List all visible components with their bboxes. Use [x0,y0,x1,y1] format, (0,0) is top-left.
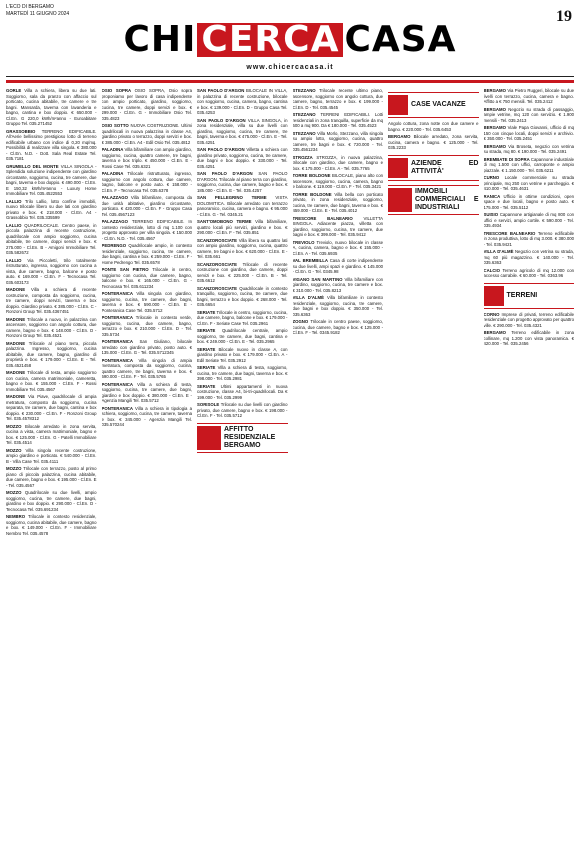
listing-item [102,339,193,356]
listing-item [6,466,97,488]
listing-item [102,382,193,404]
listing-town: SERIATE [197,365,218,370]
listing-town: PONTERANICA [101,405,136,411]
listing-text: Quadrilocale su due livelli, ampio soggiorno, cucina, tre camere, due bagni, giardino e box doppio. € 290.000 - Cl.En. D - Tecnocasa Tel. 035.691234 [6,490,97,512]
listing-item [484,330,575,347]
listing-text: Locale commerciale su strada principale, mq 250 con vetrine e parcheggio. € 410.000 - Tel. 035.4631 [483,175,574,191]
section-header-affitto [197,423,288,453]
listing-text: Villa a schiera di testa, soggiorno, cucina, tre camere, due bagni, giardino e box doppio. € 380.000 - Cl.En. E - Agenzia Mangili Tel. 035.5712 [101,381,192,403]
listing-item [484,125,575,142]
listing-town: BERGAMO [483,106,509,112]
listing-item [197,195,288,217]
listing-text: Negozio con vetrina su strada, mq 60 più magazzino. € 140.000 - Tel. 035.6363 [483,249,574,265]
section-label: IMMOBILI COMMERCIALI E INDUSTRIALI [415,187,479,211]
listing-item [102,123,193,145]
listing-town: CORNO [483,311,502,317]
listing-text: Trilocale su due livelli con giardino privato, due camere, bagno e box. € 198.000 - Cl.En. F - Tel. 035.5712 [197,402,288,418]
listing-town: BERGAMO [483,125,508,130]
listing-item [293,277,384,294]
listing-town: MADONE [6,394,29,399]
listing-text: Villa bifamiliare con giardino, soggiorno, cucina, tre camere e box. € 310.000 - Tel. 035.8213 [292,276,383,293]
listing-item [6,370,97,392]
section-label: CASE VACANZE [411,101,466,108]
listing-text: Villa a schiera di recente costruzione, composta da soggiorno, cucina, tre camere, doppi servizi, taverna e box doppio. Giardino privato. € 385.000 - Cl.En. C - Ronzoni Group Tel. 035.4367451 [6,287,97,314]
section-marker [484,286,504,306]
listing-item [102,195,193,217]
listing-town: SORISOLE [197,402,221,407]
listing-item [484,212,575,229]
listing-town: STEZZANO [292,112,321,117]
listing-text: VILLETTA SINGOLA. Adiacente piazza, villetta con giardino, soggiorno, cucina, tre camere, due bagni e box. € 399.000 - Tel. 035.9412 [292,215,383,237]
listing-text: Villa bifamiliare in contesto residenziale, soggiorno, cucina, tre camere, due bagni e box doppio. € 350.000 - Tel. 035.6363 [292,295,383,317]
section-marker [388,188,412,212]
listing-text: Villetta a schiera con giardino privato, soggiorno, cucina, tre camere, due bagni e box doppio. € 330.000 - Tel. 035.4251 [197,147,288,169]
column-6 [484,88,575,843]
listing-town: SAN PAOLO D'ARGON [197,171,259,176]
listing-text: San Giuliano, bilocale arredato con giardino privato, posto auto. € 135.000 - Cl.En. G - Tel. 035.5712345 [101,339,192,355]
listing-text: TERRENO EDIFICABILE. All'Aerie bellissimo prestigioso lotto di terreno edificabile urbano con indice di 0,20 mq/mq. Possibilità di realizzare villa singola. € 380.000 - Cl.En. N.D. - Dott. Sala Real Estate Tel. 035.7181 [6,128,97,161]
listing-town: SERIATE [197,309,217,315]
listing-town: BERGAMO [388,134,414,139]
listing-item [197,347,288,364]
listing-item [197,384,288,401]
listing-town: CURNO [483,175,505,180]
listing-text: Villa a schiera in tipologia a schiera, soggiorno, cucina, tre camere, taverna e box. € 345.000 - Agenzia Mangili Tel. 035.570244 [101,405,192,427]
listing-text: Trilocale ristrutturato, ingresso, soggiorno con angolo cottura, due camere, bagno, balcone e posto auto. € 158.000 - Cl.En. F - Tecnocasa Tel. 035.6378 [101,171,192,193]
listing-item [102,291,193,313]
listing-item [197,310,288,327]
listing-item [484,157,575,174]
listing-text: Quadrilocale ampio, in contesto residenziale, soggiorno, cucina, tre camere, due bagni, cantina e box. € 259.000 - Cl.En. F - Home Pedrengo Tel. 035.6578 [101,243,192,265]
listing-item [197,171,288,193]
listing-town: SCANZOROSCIATE [197,285,240,291]
listing-text: STROZZA, in nuova palazzina, trilocale con giardino, due camere, bagno e box. € 175.000 - Cl.En. A - Tel. 035.7765 [292,154,383,171]
listing-text: Via Broseta, negozio con vetrina su strada, mq 80. € 190.000 - Tel. 035.2491 [483,143,574,154]
listing-text: Trilocale con terrazzo, posto al primo piano di piccola palazzina, cucina abitabile, due camere, bagno e box. € 195.000 - Cl.En. E - Tel. 035.4567 [6,466,97,488]
listing-text: OSIO SOPRA, Osio sopra proponiamo per lavoro di casa indipendente con ampio porticato, giardino, soggiorno, cucina, tre camere, doppi servizi e box. € 299.000 - Cl.En. G - Immobiliare Osio Tel. 035.4823 [101,88,192,121]
listing-town: OSIO SOTTO [101,123,131,128]
listing-town: NEMBRO [6,514,28,519]
listing-item [6,394,97,422]
listing-item [102,88,193,121]
logo-part-chi: CHI [123,19,197,60]
listing-text: Capannone industriale di mq 1.500 con uffici, carroponte e ampio piazzale. € 1.150.000 - Tel. 035.6211 [483,156,574,173]
listing-text: Villa a schiera, libera su due lati. Soggiorno, sala da pranzo con affaccio sul porticato, cucina abitabile, tre camere e tre bagni. Mansarda, taverna con lavanderia e bagno, cantina e box doppio. € 650.000 - Cl.En. G 220,0 kWh/m²anno - Euroabitare Gruppo Tel. 035.271452 [6,88,97,126]
listing-town: MADONE [6,340,29,346]
listing-town: STROZZA [292,154,317,160]
listing-town: VAL BREMBILLA [292,258,330,263]
listing-item [6,258,97,286]
listing-town: PONTERANICA [101,291,137,296]
listing-item [6,490,97,512]
listing-text: Trilocale in centro, soggiorno, cucina, due camere, bagno, balcone e box. € 179.000 - Cl.En. F - Seriate Case Tel. 035.2961 [197,309,288,326]
listing-text: Villa bella con porticato privato, in zona residenziale, soggiorno, cucina, tre camere, due bagni, taverna e box. € 459.000 - Cl.En. E - Tel. 035.4012 [292,191,383,213]
listing-text: Viale Papa Giovanni, ufficio di mq 150 con cinque locali, doppi servizi e archivio. € 350.000 - Tel. 035.2451 [483,125,574,141]
listing-item [293,173,384,190]
listing-town: SAN PAOLO D'ARGON [197,147,247,152]
listing-item [293,112,384,129]
listing-town: MOZZO [6,466,24,471]
listing-text: Terreno edificabile in zona collinare, mq 1.200 con vista panoramica. € 420.000 - Tel. 035.2456 [483,330,574,346]
listing-text: Villa singola recente costruzione, ampio giardino e porticato. € 540.000 - Cl.En. B - Villa Case Tel. 035.4111 [6,447,97,464]
listing-town: SERIATE [197,383,221,389]
listing-item [484,268,575,279]
listing-text: Angolo cottura, zona notte con due camere e bagno. € 220.000 - Tel. 035.6453 [388,121,479,132]
listing-item [484,231,575,248]
listing-text: Casa di corte indipendente su due livelli, ampi spazi e giardino. € 145.000 - Cl.En. G - Tel. 0345.98 [292,258,383,274]
listing-text: Trilocale in centro, soggiorno con cucina, due camere, bagno, balcone e box. € 165.000 - Cl.En. G - Tecnocasa Tel. 035.611234 [101,267,192,289]
listing-town: PONTERANICA [101,357,139,363]
listing-town: MOZZO [6,423,25,429]
listing-text: Trilocale di testa, ampio soggiorno con cucina, camera matrimoniale, cameretta, bagno e box. € 155.000 - Cl.En. F - Rossi Immobiliare Tel. 035.4567 [6,370,97,392]
section-header-terreni [484,283,575,309]
column-5 [388,88,479,843]
column-2 [102,88,193,843]
listing-text: Trilocale a nuovo, in palazzina con ascensore, soggiorno con angolo cottura, due camere, bagno e box. € 148.000 - Cl.En. D - Ronzoni Group Tel. 035.4521 [6,316,97,338]
header-red-bar [6,80,574,83]
listing-item [102,219,193,241]
listing-text: Villa libera su quattro lati con ampio giardino, soggiorno, cucina, quattro camere, tre bagni e box. € 620.000 - Cl.En. E - Tel. 035.661 [197,237,288,259]
listing-item [484,175,575,192]
listing-town: SAN PAOLO D'ARGON [197,88,247,93]
site-url: www.chicercacasa.it [246,64,334,71]
listing-item [293,319,384,336]
listing-text: Quadrilocale in contesto tranquillo, soggiorno, cucina, tre camere, due bagni, terrazzo e box doppio. € 268.000 - Tel. 035.6654 [197,285,288,307]
listing-text: Via Piave, quadrilocale di ampia metratura, composto da soggiorno, cucina separata, tre camere, due bagni, cantina e box doppio. € 230.000 - Cl.En. F - Ronzoni Group Tel. 035.4578312 [6,394,97,421]
listing-text: Trilocale in contesto residenziale, soggiorno, cucina abitabile, due camere, bagno e box. € 149.000 - Cl.En. F - Immobiliare Nembro Tel. 035.4578 [6,514,97,536]
page-number: 19 [556,8,572,25]
listing-town: GRUMELLO DEL MONTE [6,163,61,169]
listing-text: Via Piccoletti, trilo totalmente ristrutturato, ingresso, soggiorno con cucina a vista, due camere, bagno, balcone e posto auto. € 169.000 - Cl.En. F - Tecnocasa Tel. 035.603173 [6,257,97,285]
listing-item [6,164,97,197]
listing-town: PONTERANICA [101,339,140,344]
listing-town: MADONE [6,316,28,322]
listing-item [102,171,193,193]
listing-item [6,514,97,536]
column-1 [6,88,97,843]
listing-item [197,328,288,345]
header-rule [6,76,574,77]
listing-text: Treviolo, nuovo bilocale in classe A, cucina, camera, bagno e box. € 155.000 - Cl.En. A - Tel. 035.6935 [292,239,383,256]
listing-item [6,341,97,369]
listing-town: PONTERANICA [101,315,136,320]
issue-date: MARTEDÌ 11 GIUGNO 2024 [6,10,70,17]
listing-town: GRASSOBBIO [6,128,42,134]
listing-town: VILLA D'ALMÈ [292,295,327,300]
listing-item [197,402,288,419]
listing-text: Negozio su strada di passaggio, ampie vetrine, mq 120 con servizio. € 1.900 mensili - Tel. 035.2413 [483,106,574,123]
listing-town: SAN PELLEGRINO TERME [197,195,276,200]
listing-item [293,240,384,257]
listing-item [102,147,193,169]
listing-town: GORLE [6,88,25,93]
listing-text: Via Pietro Ruggeri, bilocale su due livelli con terrazzo, cucina, camera e bagno. Affitto a € 750 mensili. Tel. 035.2412 [483,88,574,104]
listing-item [102,315,193,337]
listing-text: Villa bifamiliare, composta da due unità abitative, giardino circostante, porticato. € 420.000 - Cl.En. F - Gruppo Casa Tel. 035.4567123 [101,195,192,217]
listing-text: Trilocale al piano terra, piccola palazzina. Ingresso, soggiorno, cucina abitabile, due camere, bagno, giardino di proprietà e box. € 179.000 - Cl.En. E - Tel. 035.4521458 [6,340,97,368]
listing-town: TREVIOLO [292,239,317,245]
listing-item [6,287,97,315]
listing-town: VIGANO SAN MARTINO [292,276,345,282]
listing-item [293,216,384,238]
listing-item [6,448,97,465]
listing-item [102,267,193,289]
newspaper-name: L'ECO DI BERGAMO [6,4,54,10]
listing-text: Trilocale di recente costruzione con giardino, due camere, doppi servizi e box. € 225.000 - Cl.En. B - Tel. 035.6612 [197,261,288,283]
listing-text: TERRENO EDIFICABILE. In contesto residenziale, lotto di mq 1.100 con progetto approvato per villa singola. € 150.000 - Cl.En. N.D. - Tel. 035.4567 [101,219,192,241]
listing-item [197,238,288,260]
listing-town: VILLA D'ALMÈ [483,249,515,254]
listing-town: TRESCORE BALNEARIO [292,215,364,221]
listing-town: BERGAMO [483,143,509,149]
listing-town: ZOGNO [292,319,311,324]
listing-item [197,286,288,308]
listing-item [197,365,288,382]
listing-town: SUISIO [483,212,500,217]
listing-text: Trilocale recente ultimo piano, ascensore, soggiorno con angolo cottura, due camere, bagno, terrazzo e box. € 199.000 - Cl.En. D - Tel. 035.4545 [292,88,383,110]
listing-text: BILOCALE, piano alto con ascensore, soggiorno, cucina, camera, bagno e balcone. € 119.000 - Cl.En. F - Tel. 035.3421 [292,173,383,189]
listing-text: Villa bifamiliare, quattro locali più servizi, giardino e box. € 290.000 - Cl.En. F - Tel. 035.851 [197,219,288,235]
listing-text: Terreno agricolo di mq 12.000 con accesso carrabile. € 60.000 - Tel. 0363.96 [483,267,574,278]
listing-item [484,107,575,124]
listing-town: BREMBATE DI SOPRA [483,156,531,162]
listing-item [102,358,193,380]
listing-town: SAN PAOLO D'ARGON [197,117,248,123]
listing-town: PALADINA [101,171,128,176]
listing-item [102,243,193,265]
masthead-logo [0,20,580,60]
listing-text: SAN PAOLO D'ARGON. Trilocale al piano terra con giardino, soggiorno, cucina, due camere, bagno e box. € 185.000 - Cl.En. E - Tel. 035.4257 [197,171,288,193]
listing-town: PALAZZAGO [101,195,131,200]
listing-text: Trilocale in centro paese, soggiorno, cucina, due camere, bagno e box. € 125.000 - Cl.En. F - Tel. 0345.9182 [292,319,383,335]
listing-item [484,194,575,211]
listing-item [197,262,288,284]
listing-text: Trilocale in contesto verde, soggiorno, cucina, due camere, bagno, terrazzo e box. € 210.000 - Cl.En. D - Tel. 035.5734 [101,315,192,337]
listing-text: Trilo Lallio, lotto confine immobili, nuovo trilocale libero su due lati con giardino privato e box. € 218.000 - Cl.En. A4 - Grassobbio Tel. 035.335599 [6,198,97,220]
column-5-list [388,121,479,151]
newspaper-meta [6,4,69,17]
listing-town: STEZZANO [292,130,318,136]
listing-text: Ufficio in ottime condizioni, open space e due locali, bagno e posto auto. € 175.000 - Tel. 035.5112 [483,193,574,210]
listing-item [6,223,97,256]
section-marker [388,95,408,115]
listing-item [197,147,288,169]
section-label: TERRENI [506,291,538,299]
column-3 [197,88,288,843]
listing-town: SCANZOROSCIATE [197,237,239,243]
listing-town: PONTERANICA [101,381,138,387]
listing-town: MADONE [6,370,28,375]
listing-town: LALLIO [6,198,25,204]
listing-text: TERRENI EDIFICABILI. Lotti residenziali in zona tranquilla, superficie da mq 600 a mq 900. Da € 180.000 - Tel. 035.4523 [292,112,383,128]
listing-text: VILLA SINGOLA - Splendida soluzione indipendente con giardino circostante, soggiorno, cucina, tre camere, due bagni, taverna e box doppio. € 490.000 - Cl.En. E 150,32 kWh/m²anno - Luxury Home Immobiliare Tel. 035.4522553 [6,163,97,196]
listing-item [293,131,384,153]
listing-item [6,317,97,339]
listing-town: SERIATE [197,328,222,333]
listing-text: Ultimi appartamenti in nuova costruzione, classe A4, bi-tri-quadrilocali. Da € 199.000 - Tel. 035.2999 [197,383,288,400]
listing-town: STEZZANO [292,88,320,93]
listing-text: Terreno edificabile in zona produttiva, lotto di mq 3.000. € 380.000 - Tel. 035.9421 [483,230,574,247]
section-header-immobili [388,185,479,215]
listing-text: VILLA SINGOLA, in zona residenziale, villa su due livelli con giardino, soggiorno, cucina, tre camere, tre bagni, taverna e box. € 475.000 - Cl.En. E - Tel. 035.4251 [197,117,288,145]
listing-text: Villa bifamiliare con ampio giardino, soggiorno, cucina, quattro camere, tre bagni, taverna e box triplo. € 450.000 - Cl.En. E - Rossi Case Tel. 035.6321 [101,147,192,169]
listing-item [6,88,97,127]
listing-text: Bilocale nuovo in classe A, con giardino privato e box. € 179.000 - Cl.En. A - Edil Seriate Tel. 035.2912 [197,346,288,363]
listing-text: Imprese di privati, terreno edificabile residenziale con progetto approvato per quattro ville. € 290.000 - Tel. 035.4321 [483,311,574,328]
listing-text: Villa Morlo, Stezzano, villa singola su ampio lotto, soggiorno, cucina, quattro camere, tre bagni e box. € 720.000 - Tel. 035.4561234 [292,130,383,152]
column-3-list [197,88,288,419]
listing-item [484,88,575,105]
listing-text: Villa singola di ampia metratura, composta da soggiorno, cucina, quattro camere, tre bagni, taverna e box. € 690.000 - Cl.En. F - Tel. 035.5765 [101,357,192,379]
listing-item [293,88,384,110]
listing-town: PONTE SAN PIETRO [101,267,153,272]
column-4 [293,88,384,843]
listing-town: SANT'OMOBONO TERME [197,219,256,224]
listing-item [197,219,288,236]
listing-town: CALCIO [483,267,503,273]
section-header-vacanze [388,92,479,118]
listing-item [197,88,288,116]
listing-text: Bilocale arredato, zona servita, cucina, camera e bagno. € 125.000 - Tel. 035.2233 [388,134,479,150]
listing-town: TRESCORE BALNEARIO [483,230,538,236]
listing-text: BILOCALE IN VILLA, in palazzina di recente costruzione, bilocale con soggiorno, cucina, camera, bagno, cantina e box. € 139.000 - Cl.En. D - Gruppo Casa Tel. 035.4253 [197,88,288,115]
listing-town: BERGAMO [483,88,508,93]
listing-item [484,312,575,329]
listing-text: Villa a schiera di testa, soggiorno, cucina, tre camere, due bagni, taverna e box. € 398.000 - Tel. 035.2981 [197,365,288,381]
listing-text: Villa singola con giardino, soggiorno, cucina, tre camere, due bagni, taverna e box. € 590.000 - Cl.En. E - Ponteranica Case Tel. 035.5712 [101,291,192,313]
listing-item [484,249,575,266]
logo-part-casa: CASA [344,19,457,60]
listing-item [293,295,384,317]
listing-item [197,118,288,146]
listing-town: TORRE BOLDONE [292,173,332,178]
listing-text: VISTA DOLOMITICA. Bilocale arredato con terrazzo panoramico, cucina, camera e bagno. € 95.000 - Cl.En. G - Tel. 0345.21 [197,195,288,217]
listing-town: MOZZO [6,447,26,453]
section-marker [197,426,221,450]
section-marker [388,158,408,178]
listing-town: LALLIO [6,257,28,263]
listing-text: Capannone artigianale di mq 800 con uffici e servizi, ampio cortile. € 590.000 - Tel. 035.4934 [483,212,574,228]
listing-town: OSIO SOPRA [101,88,135,93]
listing-town: RANICA [483,193,504,199]
listing-town: LALLIO [6,222,25,228]
listing-item [388,121,479,132]
listing-item [293,258,384,275]
section-header-aziende [388,155,479,181]
listing-item [484,144,575,155]
section-label: AZIENDE ED ATTIVITÀ' [411,159,479,175]
listing-town: TORRE BOLDONE [292,191,335,197]
listing-town: PALADINA [101,147,125,152]
listing-town: PEDRENGO [101,243,129,248]
listing-item [293,155,384,172]
listing-town: BERGAMO [483,330,512,335]
logo-part-cerca: CERCA [197,23,343,57]
listing-town: SERIATE [197,346,219,352]
listing-item [102,406,193,428]
listing-town: MOZZO [6,490,25,495]
listing-item [6,424,97,446]
listing-town: MADONE [6,287,31,292]
listing-text: Quadrilocale centrale, ampio soggiorno, tre camere, due bagni, cantina e box. € 249.000 - Cl.En. E - Tel. 035.2965 [197,328,288,344]
listing-town: SCANZOROSCIATE [197,261,243,267]
section-label: AFFITTO RESIDENZIALE BERGAMO [224,425,276,449]
listing-item [388,134,479,151]
listing-text: Bilocale arredato in zona servita, cucina a vista, camera matrimoniale, bagno e box. € 125.000 - Cl.En. G - Patelli Immobiliare Tel. 035.4514 [6,423,97,445]
listing-item [293,192,384,214]
listing-text: NUOVA COSTRUZIONE. Ultimi quadrilocali in nuova palazzina in classe A4, giardino privato o terrazzo, doppi servizi e box. € 385.000 - Cl.En. A4 - Edil Osio Tel. 035.4812 [101,123,192,145]
listing-item [6,199,97,221]
listing-town: PALAZZAGO [101,219,132,224]
listings-columns [6,88,574,843]
listing-item [6,129,97,162]
listing-text: QUADRILOCALE. Centro paese, in piccola palazzina di recente costruzione, quadrilocale con ampio soggiorno, cucina abitabile, tre camere, doppi servizi e box. € 275.000 - Cl.En. B - Amigoni Immobiliare Tel. 035.582672 [6,222,97,255]
